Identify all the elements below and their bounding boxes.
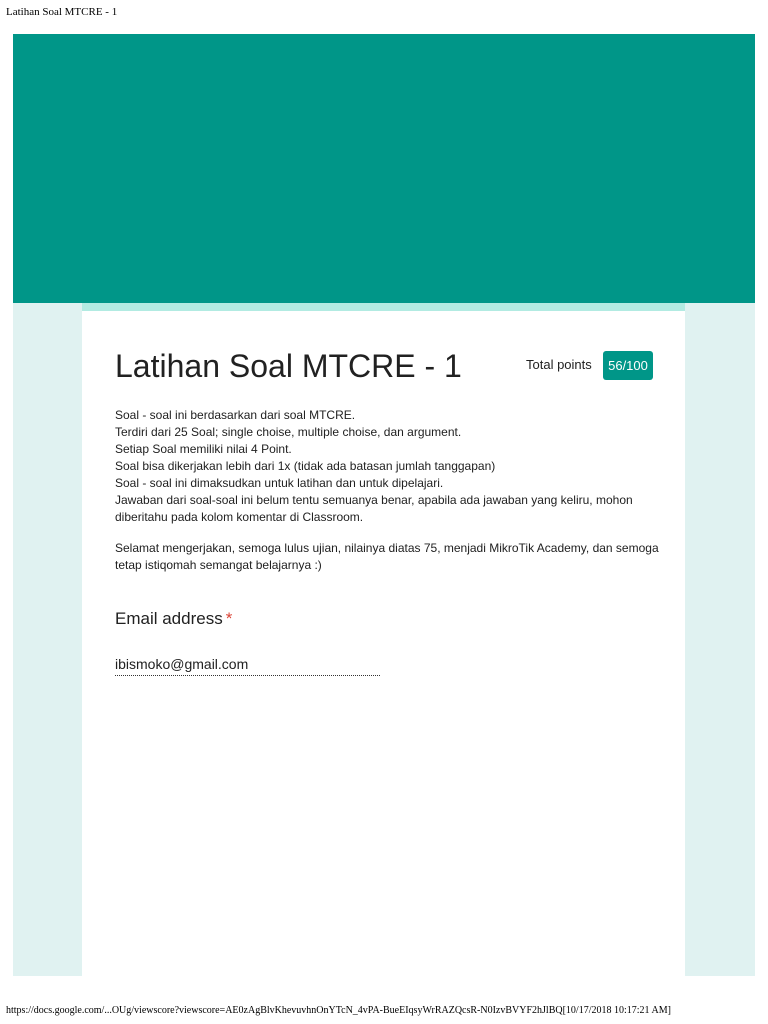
print-header: Latihan Soal MTCRE - 1 (6, 6, 118, 18)
description-line: Jawaban dari soal-soal ini belum tentu semuanya benar, apabila ada jawaban yang keliru, mohon diberitahu pada kolom komentar di Classroom. (115, 493, 633, 524)
total-points-label: Total points (526, 357, 592, 372)
required-asterisk: * (225, 609, 233, 628)
email-answer-value: ibismoko@gmail.com (115, 656, 380, 676)
form-description (115, 407, 660, 588)
print-footer-url: https://docs.google.com/...OUg/viewscore?viewscore=AE0zAgBlvKhevuvhnOnYTcN_4vPA-BueEIqsyWrRAZQcsR-N0IzvBVYF2hJlBQ[10/17/2018 10:17:21 AM] (6, 1005, 671, 1016)
email-question-label (115, 609, 232, 629)
description-line: Soal - soal ini dimaksudkan untuk latihan dan untuk dipelajari. (115, 476, 444, 490)
email-label-text: Email address (115, 609, 223, 628)
card-top-bar (82, 303, 685, 311)
form-title: Latihan Soal MTCRE - 1 (115, 348, 462, 384)
header-banner (13, 34, 755, 303)
description-line: Soal - soal ini berdasarkan dari soal MTCRE. (115, 408, 356, 422)
description-line: Soal bisa dikerjakan lebih dari 1x (tidak ada batasan jumlah tanggapan) (115, 459, 496, 473)
description-line: Setiap Soal memiliki nilai 4 Point. (115, 442, 292, 456)
score-badge: 56/100 (603, 351, 653, 380)
description-line: Terdiri dari 25 Soal; single choise, multiple choise, dan argument. (115, 425, 462, 439)
closing-message: Selamat mengerjakan, semoga lulus ujian, nilainya diatas 75, menjadi MikroTik Academy, dan semoga tetap istiqomah semangat belajarnya :) (115, 541, 659, 572)
